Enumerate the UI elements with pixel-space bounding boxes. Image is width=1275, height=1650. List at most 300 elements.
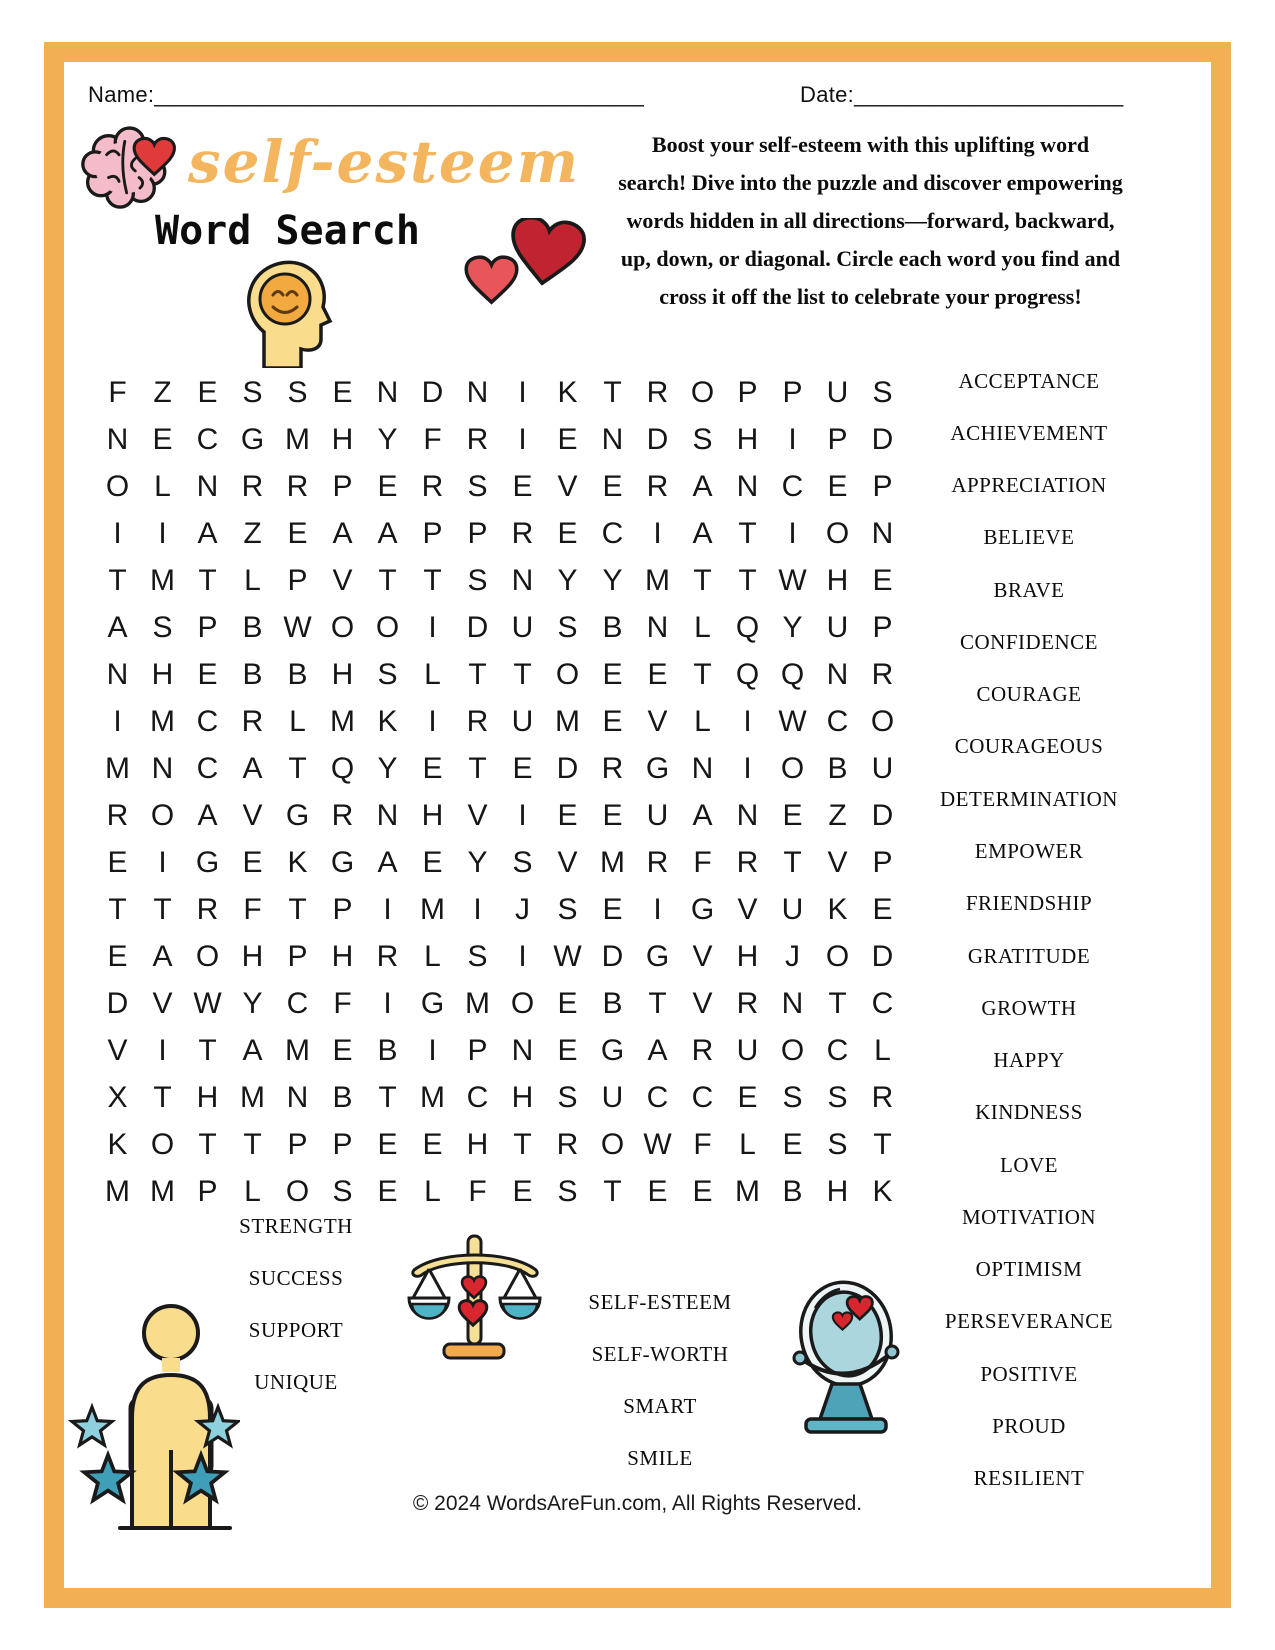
- grid-letter: H: [826, 563, 849, 597]
- word-list-item: BRAVE: [993, 577, 1065, 602]
- grid-letter: P: [287, 1127, 308, 1161]
- grid-letter: E: [422, 751, 443, 785]
- grid-letter: O: [780, 1033, 805, 1067]
- grid-letter: S: [287, 375, 308, 409]
- grid-letter: D: [601, 939, 624, 973]
- grid-letter: R: [736, 986, 759, 1020]
- grid-letter: Q: [780, 657, 805, 691]
- grid-letter: T: [513, 1127, 532, 1161]
- grid-letter: E: [422, 1127, 443, 1161]
- word-list-item: SUPPORT: [248, 1317, 344, 1342]
- grid-letter: E: [332, 375, 353, 409]
- grid-letter: H: [421, 798, 444, 832]
- grid-letter: E: [557, 1033, 578, 1067]
- grid-letter: L: [694, 610, 711, 644]
- grid-letter: T: [288, 892, 307, 926]
- grid-letter: T: [513, 657, 532, 691]
- grid-letter: S: [377, 657, 398, 691]
- grid-letter: O: [285, 1174, 310, 1208]
- name-field: [88, 82, 644, 108]
- grid-letter: E: [827, 469, 848, 503]
- word-list-item: SELF-ESTEEM: [588, 1289, 732, 1314]
- grid-letter: D: [556, 751, 579, 785]
- word-list-item: GROWTH: [981, 995, 1077, 1020]
- grid-letter: D: [421, 375, 444, 409]
- grid-letter: G: [645, 939, 670, 973]
- grid-letter: V: [467, 798, 488, 832]
- grid-letter: M: [420, 1080, 445, 1114]
- grid-letter: I: [518, 798, 527, 832]
- grid-letter: B: [602, 986, 623, 1020]
- grid-letter: W: [778, 704, 807, 738]
- grid-letter: H: [331, 939, 354, 973]
- grid-letter: R: [646, 375, 669, 409]
- grid-letter: M: [645, 563, 670, 597]
- grid-letter: J: [785, 939, 800, 973]
- grid-letter: C: [826, 1033, 849, 1067]
- grid-letter: E: [602, 704, 623, 738]
- grid-letter: F: [468, 1174, 487, 1208]
- grid-letter: V: [107, 1033, 128, 1067]
- grid-letter: S: [512, 845, 533, 879]
- grid-letter: E: [197, 657, 218, 691]
- grid-letter: Y: [602, 563, 623, 597]
- word-list-item: BELIEVE: [983, 525, 1075, 550]
- date-label: Date:: [800, 82, 855, 107]
- grid-letter: T: [693, 563, 712, 597]
- grid-letter: W: [283, 610, 312, 644]
- word-list-item: SELF-WORTH: [591, 1341, 729, 1366]
- brain-heart-icon: [80, 120, 180, 218]
- grid-letter: T: [468, 657, 487, 691]
- grid-letter: N: [151, 751, 174, 785]
- grid-letter: M: [285, 1033, 310, 1067]
- grid-letter: R: [196, 892, 219, 926]
- grid-letter: I: [158, 1033, 167, 1067]
- grid-letter: O: [555, 657, 580, 691]
- grid-letter: K: [872, 1174, 893, 1208]
- grid-letter: E: [782, 798, 803, 832]
- grid-letter: P: [287, 563, 308, 597]
- grid-letter: U: [781, 892, 804, 926]
- grid-letter: T: [108, 892, 127, 926]
- grid-letter: T: [738, 516, 757, 550]
- grid-letter: A: [332, 516, 353, 550]
- grid-letter: O: [150, 1127, 175, 1161]
- grid-letter: E: [647, 657, 668, 691]
- grid-letter: I: [158, 845, 167, 879]
- grid-letter: N: [511, 1033, 534, 1067]
- grid-letter: R: [871, 657, 894, 691]
- grid-letter: Z: [153, 375, 172, 409]
- grid-letter: M: [285, 422, 310, 456]
- grid-letter: E: [557, 422, 578, 456]
- word-list-right: [915, 355, 1143, 1505]
- grid-letter: F: [243, 892, 262, 926]
- grid-letter: M: [150, 1174, 175, 1208]
- grid-letter: K: [107, 1127, 128, 1161]
- grid-letter: M: [420, 892, 445, 926]
- word-list-item: DETERMINATION: [940, 786, 1118, 811]
- grid-letter: O: [105, 469, 130, 503]
- copyright-footer: © 2024 WordsAreFun.com, All Rights Reserved.: [412, 1492, 863, 1515]
- grid-letter: S: [872, 375, 893, 409]
- grid-letter: V: [557, 845, 578, 879]
- date-blank-line[interactable]: ______________________: [854, 82, 1124, 107]
- grid-letter: T: [198, 563, 217, 597]
- grid-letter: Y: [242, 986, 263, 1020]
- grid-letter: U: [601, 1080, 624, 1114]
- grid-letter: I: [518, 422, 527, 456]
- grid-letter: A: [152, 939, 173, 973]
- grid-letter: U: [736, 1033, 759, 1067]
- grid-letter: I: [743, 704, 752, 738]
- grid-letter: P: [332, 469, 353, 503]
- grid-letter: R: [601, 751, 624, 785]
- grid-letter: I: [158, 516, 167, 550]
- grid-letter: V: [557, 469, 578, 503]
- grid-letter: L: [289, 704, 306, 738]
- grid-letter: K: [827, 892, 848, 926]
- grid-letter: A: [692, 516, 713, 550]
- grid-letter: B: [377, 1033, 398, 1067]
- grid-letter: R: [871, 1080, 894, 1114]
- grid-letter: S: [467, 469, 488, 503]
- grid-letter: J: [515, 892, 530, 926]
- grid-letter: E: [557, 798, 578, 832]
- word-list-item: HAPPY: [993, 1048, 1065, 1073]
- grid-letter: I: [428, 1033, 437, 1067]
- grid-letter: R: [376, 939, 399, 973]
- grid-letter: P: [197, 610, 218, 644]
- date-field: [800, 82, 1123, 108]
- grid-letter: I: [473, 892, 482, 926]
- grid-letter: Y: [782, 610, 803, 644]
- word-list-item: KINDNESS: [975, 1100, 1083, 1125]
- grid-letter: W: [778, 563, 807, 597]
- grid-letter: E: [512, 469, 533, 503]
- grid-letter: I: [113, 516, 122, 550]
- grid-letter: E: [152, 422, 173, 456]
- grid-letter: N: [736, 469, 759, 503]
- grid-letter: M: [105, 751, 130, 785]
- grid-letter: G: [195, 845, 220, 879]
- grid-letter: T: [153, 892, 172, 926]
- grid-letter: L: [694, 704, 711, 738]
- grid-letter: M: [150, 563, 175, 597]
- word-list-item: SMART: [623, 1393, 697, 1418]
- grid-letter: E: [737, 1080, 758, 1114]
- grid-letter: G: [600, 1033, 625, 1067]
- grid-letter: F: [693, 1127, 712, 1161]
- grid-letter: W: [193, 986, 222, 1020]
- grid-letter: T: [378, 1080, 397, 1114]
- grid-letter: N: [466, 375, 489, 409]
- name-label: Name:: [88, 82, 155, 107]
- grid-letter: H: [511, 1080, 534, 1114]
- grid-letter: U: [871, 751, 894, 785]
- grid-letter: A: [377, 516, 398, 550]
- grid-letter: R: [241, 704, 264, 738]
- grid-letter: S: [827, 1127, 848, 1161]
- grid-letter: T: [378, 563, 397, 597]
- grid-letter: T: [153, 1080, 172, 1114]
- grid-letter: O: [150, 798, 175, 832]
- grid-letter: P: [332, 1127, 353, 1161]
- grid-letter: O: [870, 704, 895, 738]
- grid-letter: P: [782, 375, 803, 409]
- word-list-item: STRENGTH: [239, 1213, 353, 1238]
- grid-letter: N: [376, 798, 399, 832]
- grid-letter: E: [422, 845, 443, 879]
- grid-letter: E: [197, 375, 218, 409]
- word-list-item: RESILIENT: [973, 1466, 1085, 1491]
- grid-letter: D: [466, 610, 489, 644]
- grid-letter: D: [871, 422, 894, 456]
- grid-letter: S: [557, 1174, 578, 1208]
- grid-letter: T: [243, 1127, 262, 1161]
- grid-letter: E: [872, 892, 893, 926]
- grid-letter: O: [780, 751, 805, 785]
- grid-letter: I: [428, 610, 437, 644]
- grid-letter: H: [466, 1127, 489, 1161]
- grid-letter: S: [692, 422, 713, 456]
- grid-letter: E: [332, 1033, 353, 1067]
- grid-letter: N: [511, 563, 534, 597]
- grid-letter: E: [602, 892, 623, 926]
- grid-letter: Q: [330, 751, 355, 785]
- grid-letter: T: [693, 657, 712, 691]
- word-list-item: POSITIVE: [980, 1361, 1078, 1386]
- word-list-item: CONFIDENCE: [959, 629, 1098, 654]
- grid-letter: H: [826, 1174, 849, 1208]
- grid-letter: C: [691, 1080, 714, 1114]
- grid-letter: G: [420, 986, 445, 1020]
- grid-letter: R: [466, 704, 489, 738]
- grid-letter: F: [108, 375, 127, 409]
- grid-letter: A: [692, 469, 713, 503]
- grid-letter: I: [653, 892, 662, 926]
- grid-letter: E: [377, 1127, 398, 1161]
- letter-grid: [95, 369, 905, 1215]
- word-list-item: OPTIMISM: [975, 1257, 1083, 1282]
- grid-letter: N: [196, 469, 219, 503]
- grid-letter: E: [287, 516, 308, 550]
- grid-letter: E: [107, 939, 128, 973]
- grid-letter: O: [825, 939, 850, 973]
- scales-hearts-icon: [398, 1228, 550, 1366]
- grid-letter: B: [242, 610, 263, 644]
- grid-letter: C: [196, 751, 219, 785]
- grid-letter: S: [467, 939, 488, 973]
- grid-letter: U: [511, 610, 534, 644]
- grid-letter: G: [330, 845, 355, 879]
- grid-letter: I: [383, 892, 392, 926]
- grid-letter: S: [782, 1080, 803, 1114]
- grid-letter: S: [467, 563, 488, 597]
- grid-letter: W: [553, 939, 582, 973]
- word-list-item: ACCEPTANCE: [958, 368, 1100, 393]
- grid-letter: D: [871, 939, 894, 973]
- grid-letter: H: [736, 939, 759, 973]
- grid-letter: E: [647, 1174, 668, 1208]
- grid-letter: H: [241, 939, 264, 973]
- grid-letter: L: [424, 657, 441, 691]
- grid-letter: I: [428, 704, 437, 738]
- grid-letter: B: [602, 610, 623, 644]
- grid-letter: U: [826, 610, 849, 644]
- grid-letter: C: [196, 704, 219, 738]
- grid-letter: M: [150, 704, 175, 738]
- grid-letter: I: [788, 516, 797, 550]
- grid-letter: S: [557, 610, 578, 644]
- grid-letter: M: [240, 1080, 265, 1114]
- grid-letter: D: [871, 798, 894, 832]
- grid-letter: G: [690, 892, 715, 926]
- grid-letter: N: [601, 422, 624, 456]
- grid-letter: T: [603, 375, 622, 409]
- word-list-item: PROUD: [992, 1413, 1066, 1438]
- word-list-item: SUCCESS: [248, 1265, 344, 1290]
- grid-letter: E: [602, 798, 623, 832]
- grid-letter: S: [152, 610, 173, 644]
- grid-letter: P: [737, 375, 758, 409]
- grid-letter: E: [692, 1174, 713, 1208]
- grid-letter: P: [827, 422, 848, 456]
- grid-letter: M: [735, 1174, 760, 1208]
- grid-letter: V: [692, 986, 713, 1020]
- grid-letter: E: [872, 563, 893, 597]
- grid-letter: N: [691, 751, 714, 785]
- grid-letter: S: [557, 892, 578, 926]
- word-list-bottom-middle: [560, 1276, 760, 1484]
- grid-letter: C: [871, 986, 894, 1020]
- grid-letter: L: [244, 563, 261, 597]
- grid-letter: Y: [377, 422, 398, 456]
- hearts-icon: [462, 218, 590, 316]
- grid-letter: D: [106, 986, 129, 1020]
- grid-letter: C: [646, 1080, 669, 1114]
- grid-letter: P: [467, 1033, 488, 1067]
- grid-letter: H: [196, 1080, 219, 1114]
- grid-letter: A: [197, 798, 218, 832]
- grid-letter: O: [375, 610, 400, 644]
- grid-letter: F: [693, 845, 712, 879]
- grid-letter: V: [647, 704, 668, 738]
- grid-letter: M: [555, 704, 580, 738]
- grid-letter: C: [466, 1080, 489, 1114]
- grid-letter: O: [510, 986, 535, 1020]
- grid-letter: T: [198, 1127, 217, 1161]
- word-list-item: FRIENDSHIP: [965, 891, 1093, 916]
- grid-letter: N: [736, 798, 759, 832]
- title-script: self-esteem: [188, 128, 581, 196]
- grid-letter: E: [557, 516, 578, 550]
- grid-letter: M: [465, 986, 490, 1020]
- grid-letter: B: [782, 1174, 803, 1208]
- grid-letter: E: [377, 1174, 398, 1208]
- grid-letter: T: [468, 751, 487, 785]
- grid-letter: N: [826, 657, 849, 691]
- grid-letter: I: [383, 986, 392, 1020]
- grid-letter: E: [602, 469, 623, 503]
- grid-letter: Q: [735, 657, 760, 691]
- grid-letter: V: [152, 986, 173, 1020]
- grid-letter: A: [242, 1033, 263, 1067]
- grid-letter: I: [743, 751, 752, 785]
- grid-letter: S: [827, 1080, 848, 1114]
- grid-letter: F: [423, 422, 442, 456]
- name-blank-line[interactable]: ________________________________________: [154, 82, 644, 107]
- word-list-item: MOTIVATION: [961, 1204, 1097, 1229]
- grid-letter: S: [242, 375, 263, 409]
- grid-letter: G: [645, 751, 670, 785]
- grid-letter: P: [197, 1174, 218, 1208]
- grid-letter: I: [518, 375, 527, 409]
- grid-letter: Y: [377, 751, 398, 785]
- word-list-item: GRATITUDE: [967, 943, 1091, 968]
- grid-letter: N: [781, 986, 804, 1020]
- grid-letter: T: [198, 1033, 217, 1067]
- grid-letter: A: [692, 798, 713, 832]
- grid-letter: V: [692, 939, 713, 973]
- grid-letter: T: [648, 986, 667, 1020]
- grid-letter: T: [828, 986, 847, 1020]
- grid-letter: T: [288, 751, 307, 785]
- grid-letter: P: [287, 939, 308, 973]
- grid-letter: T: [783, 845, 802, 879]
- grid-letter: G: [285, 798, 310, 832]
- grid-letter: C: [286, 986, 309, 1020]
- grid-letter: B: [242, 657, 263, 691]
- grid-letter: C: [826, 704, 849, 738]
- grid-letter: H: [331, 657, 354, 691]
- grid-letter: P: [872, 610, 893, 644]
- grid-letter: D: [646, 422, 669, 456]
- grid-letter: E: [602, 657, 623, 691]
- grid-letter: R: [331, 798, 354, 832]
- grid-letter: E: [557, 986, 578, 1020]
- grid-letter: N: [286, 1080, 309, 1114]
- grid-letter: W: [643, 1127, 672, 1161]
- grid-letter: O: [600, 1127, 625, 1161]
- grid-letter: N: [106, 422, 129, 456]
- grid-letter: P: [872, 469, 893, 503]
- grid-letter: I: [518, 939, 527, 973]
- grid-letter: C: [601, 516, 624, 550]
- word-list-item: EMPOWER: [974, 839, 1084, 864]
- grid-letter: R: [421, 469, 444, 503]
- grid-letter: H: [331, 422, 354, 456]
- grid-letter: H: [736, 422, 759, 456]
- grid-letter: L: [244, 1174, 261, 1208]
- grid-letter: A: [197, 516, 218, 550]
- grid-letter: M: [105, 1174, 130, 1208]
- grid-letter: K: [377, 704, 398, 738]
- grid-letter: M: [600, 845, 625, 879]
- grid-letter: C: [196, 422, 219, 456]
- grid-letter: P: [872, 845, 893, 879]
- grid-letter: B: [332, 1080, 353, 1114]
- grid-letter: Y: [557, 563, 578, 597]
- grid-letter: B: [287, 657, 308, 691]
- head-smile-icon: [230, 256, 338, 368]
- grid-letter: V: [827, 845, 848, 879]
- grid-letter: H: [151, 657, 174, 691]
- grid-letter: U: [826, 375, 849, 409]
- grid-letter: U: [646, 798, 669, 832]
- word-list-item: LOVE: [1000, 1152, 1058, 1177]
